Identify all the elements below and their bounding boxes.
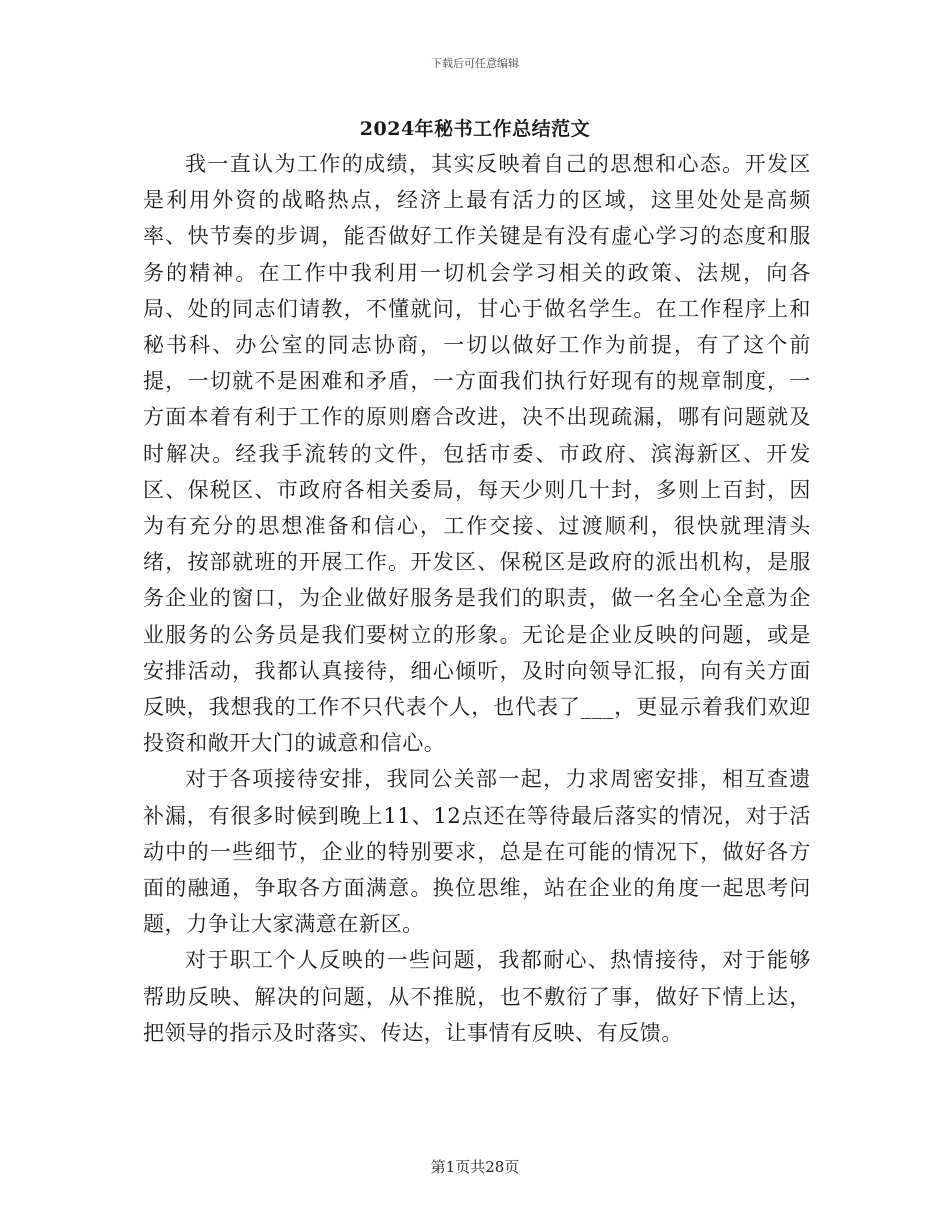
paragraph: 我一直认为工作的成绩，其实反映着自己的思想和心态。开发区是利用外资的战略热点，经济上最有活力的区域，这里处处是高频率、快节奏的步调，能否做好工作关键是有没有虚心学习的态度和服务的精神。在工作中我利用一切机会学习相关的政策、法规，向各局、处的同志们请教，不懂就问，甘心于做名学生。在工作程序上和秘书科、办公室的同志协商，一切以做好工作为前提，有了这个前提，一切就不是困难和矛盾，一方面我们执行好现有的规章制度，一方面本着有利于工作的原则磨合改进，决不出现疏漏，哪有问题就及时解决。经我手流转的文件，包括市委、市政府、滨海新区、开发区、保税区、市政府各相关委局，每天少则几十封，多则上百封，因为有充分的思想准备和信心，工作交接、过渡顺利，很快就理清头绪，按部就班的开展工作。开发区、保税区是政府的派出机构，是服务企业的窗口，为企业做好服务是我们的职责，做一名全心全意为企业服务的公务员是我们要树立的形象。无论是企业反映的问题，或是安排活动，我都认真接待，细心倾听，及时向领导汇报，向有关方面反映，我想我的工作不只代表个人，也代表了___，更显示着我们欢迎投资和敞开大门的诚意和信心。 bbox=[143, 152, 811, 756]
page-header-note: 下载后可任意编辑 bbox=[431, 57, 519, 70]
paragraph: 对于各项接待安排，我同公关部一起，力求周密安排，相互查遗补漏，有很多时候到晚上11、12点还在等待最后落实的情况，对于活动中的一些细节，企业的特别要求，总是在可能的情况下，做好各方面的融通，争取各方面满意。换位思维，站在企业的角度一起思考问题，力争让大家满意在新区。 bbox=[143, 767, 811, 937]
page-number: 第1页共28页 bbox=[430, 1158, 520, 1176]
document-title: 2024年秘书工作总结范文 bbox=[359, 118, 591, 140]
paragraph: 对于职工个人反映的一些问题，我都耐心、热情接待，对于能够帮助反映、解决的问题，从不推脱，也不敷衍了事，做好下情上达，把领导的指示及时落实、传达，让事情有反映、有反馈。 bbox=[143, 948, 811, 1045]
document-body bbox=[143, 146, 811, 1051]
